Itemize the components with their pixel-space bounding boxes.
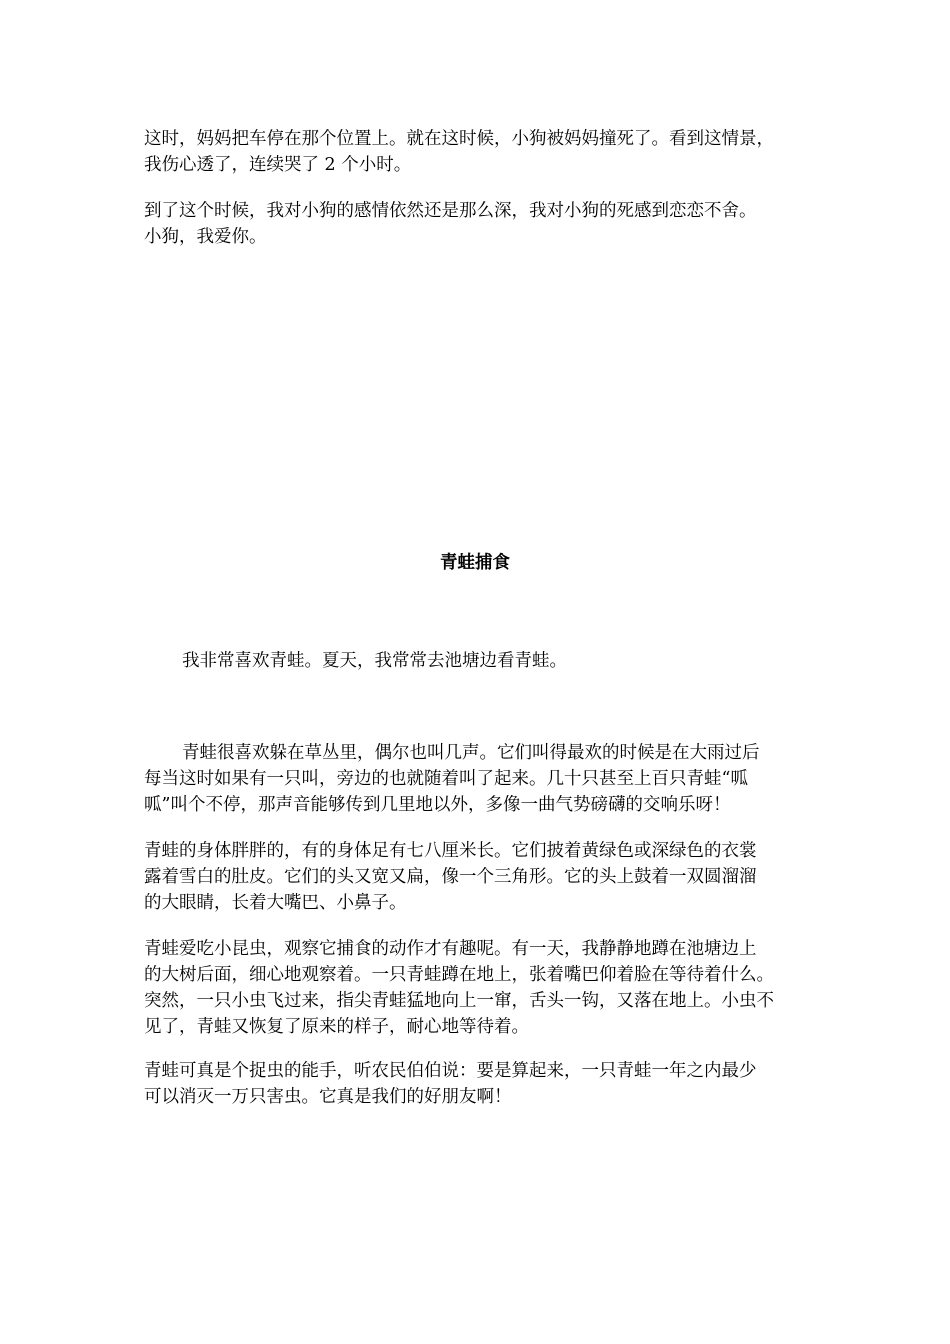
text-line: 见了，青蛙又恢复了原来的样子，耐心地等待着。 (144, 1017, 529, 1037)
text-line: 每当这时如果有一只叫，旁边的也就随着叫了起来。几十只甚至上百只青蛙“呱 (144, 769, 748, 789)
paragraph-love-dog (144, 198, 816, 250)
text-line: 呱”叫个不停，那声音能够传到几里地以外，多像一曲气势磅礴的交响乐呀！ (144, 795, 731, 815)
text-line: 的大眼睛，长着大嘴巴、小鼻子。 (144, 893, 407, 913)
paragraph-car-accident (144, 126, 816, 178)
paragraph-frog-hunting (144, 936, 816, 1040)
paragraph-intro (182, 648, 854, 674)
text-line: 到了这个时候，我对小狗的感情依然还是那么深，我对小狗的死感到恋恋不舍。 (144, 201, 757, 221)
text-line: 小狗，我爱你。 (144, 227, 267, 247)
text-line: 我伤心透了，连续哭了 2 个小时。 (144, 155, 412, 175)
text-line: 青蛙爱吃小昆虫，观察它捕食的动作才有趣呢。有一天，我静静地蹲在池塘边上 (144, 939, 757, 959)
text-line: 可以消灭一万只害虫。它真是我们的好朋友啊！ (144, 1087, 512, 1107)
paragraph-frog-body (144, 838, 816, 916)
text-line: 我非常喜欢青蛙。夏天，我常常去池塘边看青蛙。 (182, 651, 567, 671)
text-line: 这时，妈妈把车停在那个位置上。就在这时候，小狗被妈妈撞死了。看到这情景， (144, 129, 774, 149)
paragraph-frog-sound (144, 740, 816, 818)
text-line: 青蛙可真是个捉虫的能手，听农民伯伯说：要是算起来，一只青蛙一年之内最少 (144, 1061, 757, 1081)
paragraph-frog-helper (144, 1058, 816, 1110)
text-line: 青蛙很喜欢躲在草丛里，偶尔也叫几声。它们叫得最欢的时候是在大雨过后 (182, 743, 760, 763)
text-line: 突然，一只小虫飞过来，指尖青蛙猛地向上一窜，舌头一钩，又落在地上。小虫不 (144, 991, 774, 1011)
text-line: 露着雪白的肚皮。它们的头又宽又扁，像一个三角形。它的头上鼓着一双圆溜溜 (144, 867, 757, 887)
text-line: 青蛙的身体胖胖的，有的身体足有七八厘米长。它们披着黄绿色或深绿色的衣裳 (144, 841, 757, 861)
article-title: 青蛙捕食 (440, 553, 510, 573)
text-line: 的大树后面，细心地观察着。一只青蛙蹲在地上，张着嘴巴仰着脸在等待着什么。 (144, 965, 774, 985)
